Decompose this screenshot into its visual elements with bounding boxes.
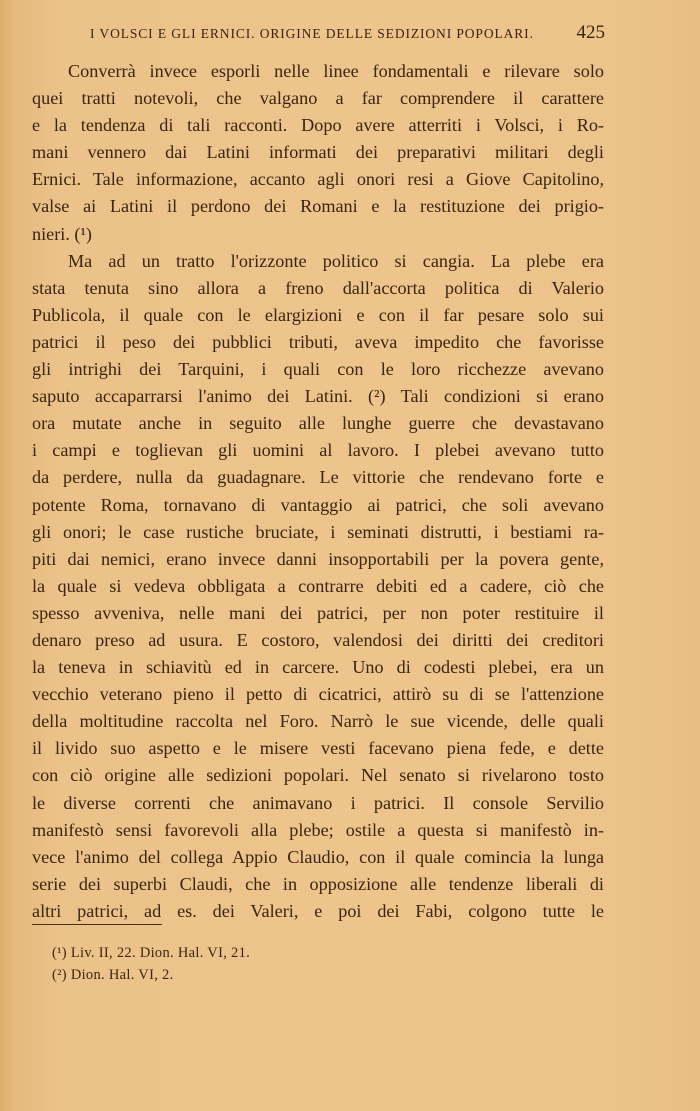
footnote-2: (²) Dion. Hal. VI, 2. <box>52 967 174 983</box>
text-line: da perdere, nulla da guadagnare. Le vittorie che rendevano forte e <box>32 467 604 488</box>
text-line: e la tendenza di tali racconti. Dopo avere atterriti i Volsci, i Ro- <box>32 115 604 136</box>
text-line: quei tratti notevoli, che valgano a far comprendere il carattere <box>32 88 604 109</box>
text-line: manifestò sensi favorevoli alla plebe; ostile a questa si manifestò in- <box>32 819 604 840</box>
text-line: nieri. (¹) <box>32 223 92 244</box>
text-line: Ernici. Tale informazione, accanto agli onori resi a Giove Capitolino, <box>32 169 604 190</box>
text-line: vece l'animo del collega Appio Claudio, con il quale comincia la lunga <box>32 846 604 867</box>
footnote-1: (¹) Liv. II, 22. Dion. Hal. VI, 21. <box>52 945 251 961</box>
text-line: i campi e toglievan gli uomini al lavoro. I plebei avevano tutto <box>32 440 604 461</box>
text-line: le diverse correnti che animavano i patrici. Il console Servilio <box>32 792 604 813</box>
text-line: mani vennero dai Latini informati dei preparativi militari degli <box>32 142 604 163</box>
text-line: Ma ad un tratto l'orizzonte politico si cangia. La plebe era <box>68 250 604 271</box>
text-line: altri patrici, ad es. dei Valeri, e poi dei Fabi, colgono tutte le <box>32 900 604 921</box>
text-line: il livido suo aspetto e le misere vesti facevano piena fede, e dette <box>32 738 604 759</box>
running-head <box>90 22 605 46</box>
text-line: ora mutate anche in seguito alle lunghe guerre che devastavano <box>32 413 604 434</box>
text-line: con ciò origine alle sedizioni popolari. Nel senato si rivelarono tosto <box>32 765 604 786</box>
text-line: serie dei superbi Claudi, che in opposizione alle tendenze liberali di <box>32 873 604 894</box>
text-line: Converrà invece esporli nelle linee fondamentali e rilevare solo <box>68 61 604 81</box>
running-title: I VOLSCI E GLI ERNICI. ORIGINE DELLE SEDIZIONI POPOLARI. <box>90 26 534 41</box>
text-line: potente Roma, tornavano di vantaggio ai patrici, che soli avevano <box>32 494 604 515</box>
body-text <box>32 58 604 925</box>
footnotes <box>52 942 552 986</box>
text-line: valse ai Latini il perdono dei Romani e la restituzione dei prigio- <box>32 196 604 217</box>
page-number: 425 <box>576 22 605 43</box>
text-line: della moltitudine raccolta nel Foro. Narrò le sue vicende, delle quali <box>32 711 604 732</box>
text-line: stata tenuta sino allora a freno dall'accorta politica di Valerio <box>32 277 604 298</box>
text-line: la teneva in schiavitù ed in carcere. Uno di codesti plebei, era un <box>32 657 604 678</box>
text-line: vecchio veterano pieno il petto di cicatrici, attirò su di se l'attenzione <box>32 684 604 705</box>
text-line: denaro preso ad usura. E costoro, valendosi dei diritti dei creditori <box>32 629 604 650</box>
text-line: Publicola, il quale con le elargizioni e con il far pesare solo sui <box>32 304 604 325</box>
text-line: spesso avveniva, nelle mani dei patrici, per non poter restituire il <box>32 602 604 623</box>
text-line: gli intrighi dei Tarquini, i quali con le loro ricchezze avevano <box>32 359 604 380</box>
footnote-divider <box>32 924 162 925</box>
text-line: gli onori; le case rustiche bruciate, i seminati distrutti, i bestiami ra- <box>32 521 604 542</box>
text-line: piti dai nemici, erano invece danni insopportabili per la povera gente, <box>32 548 604 569</box>
text-line: saputo accaparrarsi l'animo dei Latini. (²) Tali condizioni si erano <box>32 386 604 407</box>
text-line: la quale si vedeva obbligata a contrarre debiti ed a cadere, ciò che <box>32 575 604 596</box>
text-line: patrici il peso dei pubblici tributi, aveva impedito che favorisse <box>32 331 604 352</box>
